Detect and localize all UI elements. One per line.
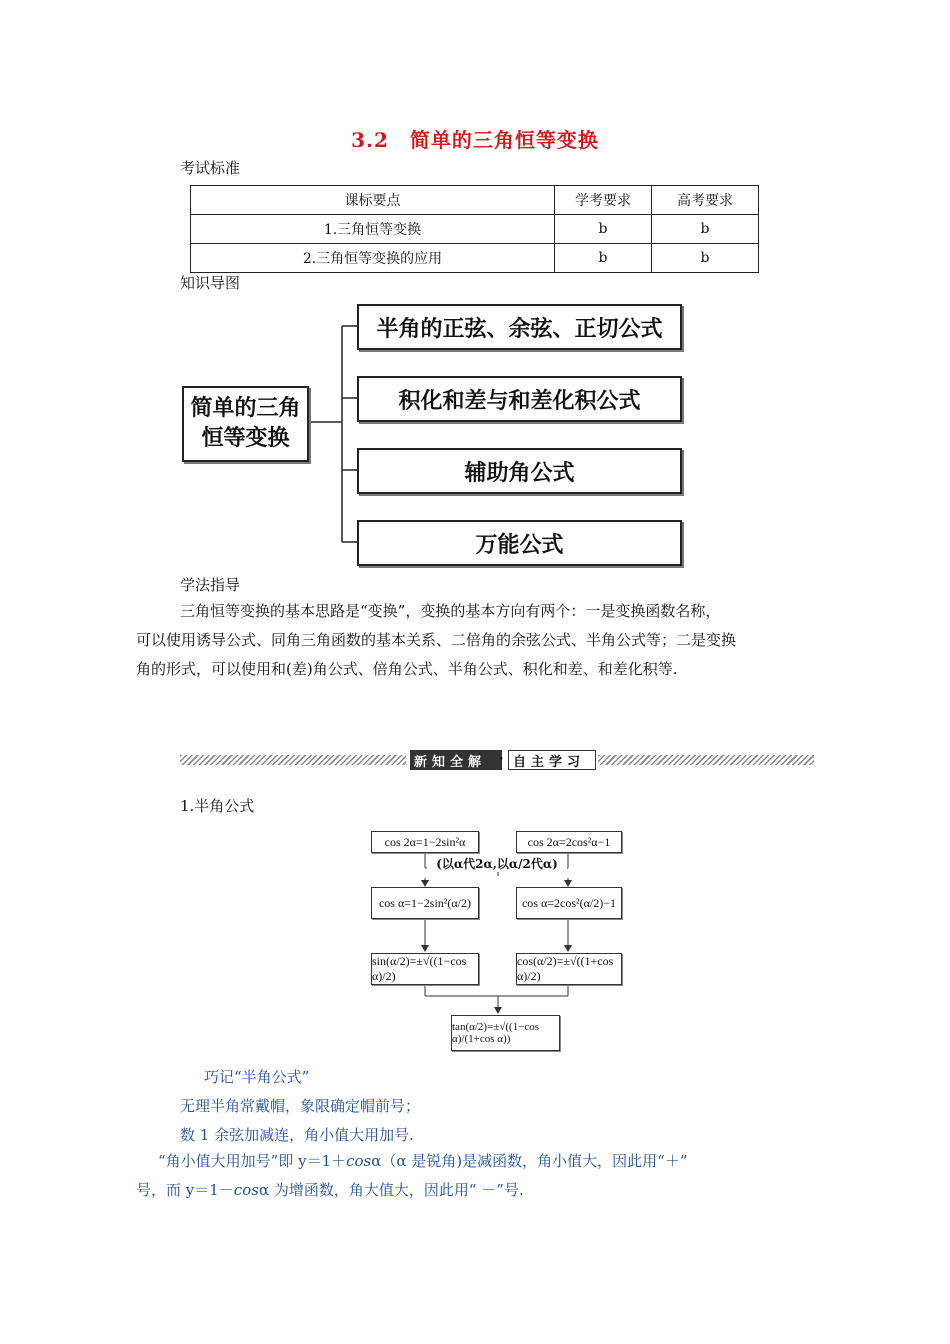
table-cell: b	[652, 215, 759, 244]
banner-self-study: 自主学习	[508, 750, 596, 770]
map-branch-product-sum: 积化和差与和差化积公式	[357, 376, 682, 422]
section-half-angle-label: 1.半角公式	[180, 797, 255, 815]
tips-line4-start: 号，而 y＝1－	[136, 1181, 234, 1199]
table-header: 课标要点	[191, 186, 555, 215]
map-root-line2: 恒等变换	[201, 426, 290, 451]
table-cell: b	[555, 215, 652, 244]
tips-line3	[158, 1147, 687, 1176]
tips-line4-end: α 为增函数，角大值大，因此用“ －”号.	[258, 1181, 524, 1199]
method-label: 学法指导	[180, 576, 241, 594]
formula-top-right: cos 2α=2cos²α−1	[516, 831, 622, 853]
table-header: 学考要求	[555, 186, 652, 215]
map-branch-half-angle: 半角的正弦、余弦、正切公式	[357, 304, 682, 350]
tips-line3-cos: cos	[346, 1152, 372, 1170]
method-paragraph-line3: 角的形式，可以使用和(差)角公式、倍角公式、半角公式、积化和差、和差化积等.	[136, 660, 678, 678]
formula-sin-half: sin(α/2)=±√((1−cos α)/2)	[371, 953, 479, 985]
map-branch-auxiliary-angle: 辅助角公式	[357, 448, 682, 494]
table-cell: 1.三角恒等变换	[191, 215, 555, 244]
formula-cos-half: cos(α/2)=±√((1+cos α)/2)	[516, 953, 622, 985]
tips-line4	[136, 1176, 524, 1205]
banner-new-knowledge: 新知全解	[410, 750, 502, 770]
formula-top-left: cos 2α=1−2sin²α	[371, 831, 479, 853]
map-root-line1: 简单的三角	[190, 396, 301, 421]
tips-line4-cos: cos	[233, 1181, 259, 1199]
map-branch-universal: 万能公式	[357, 520, 682, 566]
page-title: 3.2 简单的三角恒等变换	[351, 128, 599, 152]
tips-line2: 数 1 余弦加减连，角小值大用加号.	[180, 1126, 414, 1144]
method-paragraph-line1: 三角恒等变换的基本思路是“变换”，变换的基本方向有两个：一是变换函数名称，	[180, 602, 721, 620]
table-cell: b	[652, 244, 759, 273]
formula-mid-right: cos α=2cos²(α/2)−1	[516, 887, 622, 919]
banner-separator: ·	[499, 752, 504, 767]
formula-mid-left: cos α=1−2sin²(α/2)	[371, 887, 479, 919]
table-header: 高考要求	[652, 186, 759, 215]
exam-standard-label: 考试标准	[180, 159, 241, 177]
tips-line3-end: α（α 是锐角)是减函数，角小值大，因此用“＋”	[371, 1152, 688, 1170]
table-cell: 2.三角恒等变换的应用	[191, 244, 555, 273]
method-paragraph-line2: 可以使用诱导公式、同角三角函数的基本关系、二倍角的余弦公式、半角公式等；二是变换	[136, 631, 737, 649]
formula-substitution-note: (以α代2α,以α/2代α)	[427, 855, 567, 872]
tips-line1: 无理半角常戴帽，象限确定帽前号；	[180, 1097, 421, 1115]
table-cell: b	[555, 244, 652, 273]
knowledge-map-label: 知识导图	[180, 274, 241, 292]
formula-tan-half: tan(α/2)=±√((1−cos α)/(1+cos α))	[451, 1015, 560, 1051]
tips-line3-start: “角小值大用加号”即 y＝1＋	[158, 1152, 347, 1170]
tips-heading: 巧记“半角公式”	[204, 1068, 310, 1086]
